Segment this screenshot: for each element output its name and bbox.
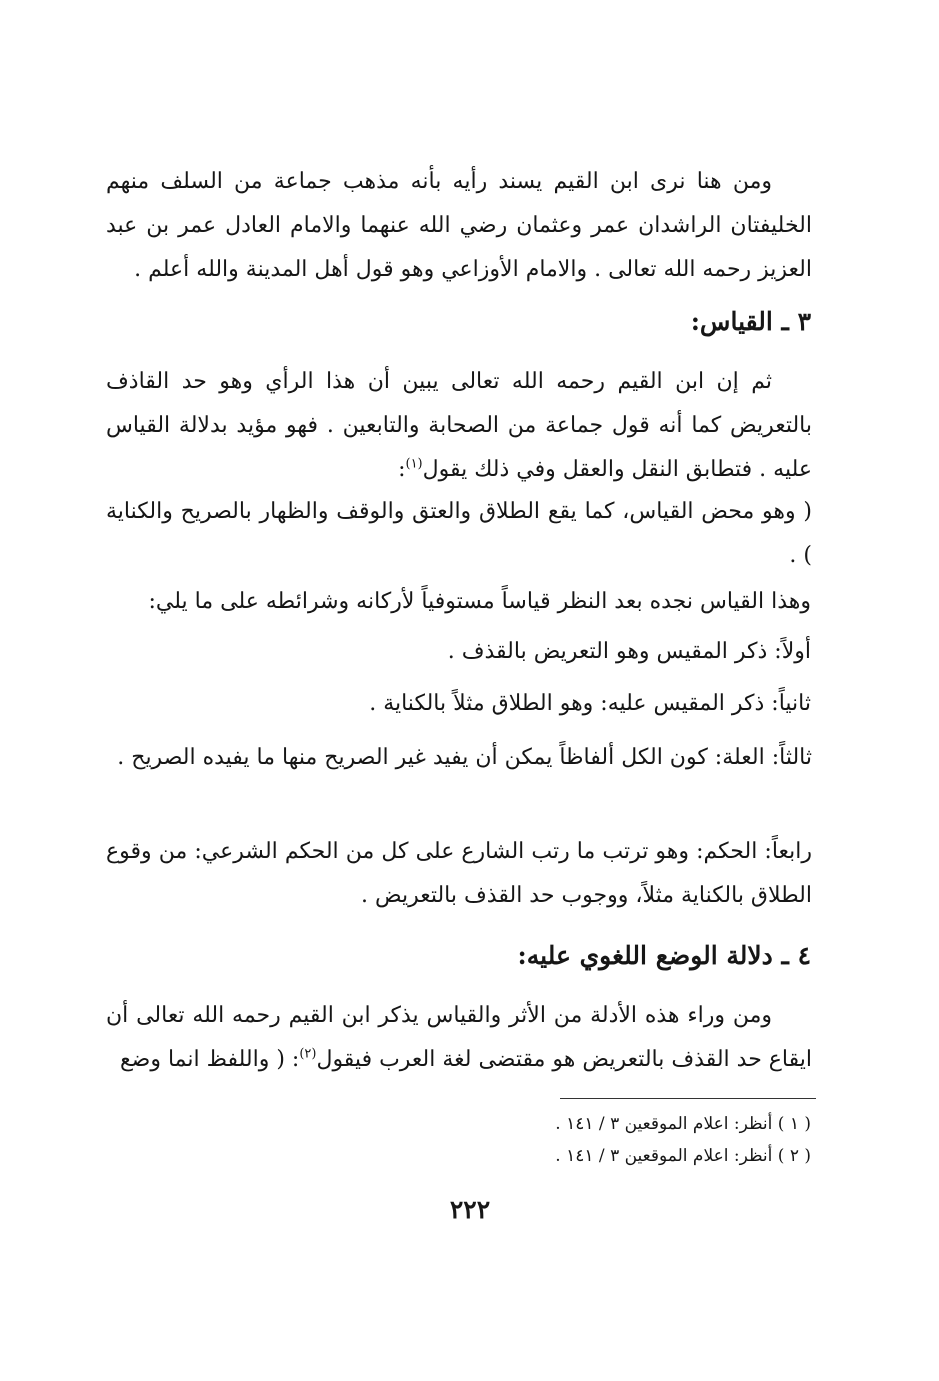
footnote-ref-1: (١) — [405, 456, 423, 472]
paragraph-qiyas-conditions: وهذا القياس نجده بعد النظر قياساً مستوفياً لأركانه وشرائطه على ما يلي: — [148, 589, 811, 614]
quote-ibn-qayyim-qiyas: ( وهو محض القياس، كما يقع الطلاق والعتق والوقف والظهار بالصريح والكناية ) . — [106, 499, 812, 568]
paragraph-qiyas-intro — [106, 360, 812, 492]
list-item-second: ثانياً: ذكر المقيس عليه: وهو الطلاق مثلاً بالكناية . — [369, 691, 811, 716]
paragraph-qiyas-intro-text: ثم إن ابن القيم رحمه الله تعالى يبين أن هذا الرأي وهو حد القاذف بالتعريض كما أنه قول جماعة من الصحابة والتابعين . فهو مؤيد بدلالة القياس عليه . فتطابق النقل والعقل وفي ذلك يقول — [106, 369, 812, 482]
list-item-third: ثالثاً: العلة: كون الكل ألفاظاً يمكن أن يفيد غير الصريح منها ما يفيده الصريح . — [117, 745, 812, 770]
footnote-2: ( ٢ ) أنظر: اعلام الموقعين ٣ / ١٤١ . — [555, 1146, 811, 1166]
paragraph-linguistic-text: ومن وراء هذه الأدلة من الأثر والقياس يذكر ابن القيم رحمه الله تعالى أن ايقاع حد القذف بالتعريض هو مقتضى لغة العرب فيقول — [106, 1003, 812, 1072]
footnote-separator — [560, 1098, 816, 1099]
section-heading-qiyas: ٣ ـ القياس: — [690, 307, 811, 336]
paragraph-linguistic-end: : ( واللفظ انما وضع — [119, 1047, 300, 1072]
paragraph-qiyas-intro-end: : — [398, 457, 406, 482]
paragraph-salaf-opinion: ومن هنا نرى ابن القيم يسند رأيه بأنه مذهب جماعة من السلف منهم الخليفتان الراشدان عمر وعثمان رضي الله عنهما والامام العادل عمر بن عبد العزيز رحمه الله تعالى . والامام الأوزاعي وهو قول أهل المدينة والله أعلم . — [106, 169, 812, 282]
section-heading-linguistic: ٤ ـ دلالة الوضع اللغوي عليه: — [517, 941, 811, 970]
footnote-ref-2: (٢) — [299, 1046, 317, 1062]
list-item-first: أولاً: ذكر المقيس وهو التعريض بالقذف . — [447, 639, 811, 664]
footnote-1: ( ١ ) أنظر: اعلام الموقعين ٣ / ١٤١ . — [555, 1114, 811, 1134]
paragraph-linguistic — [106, 994, 812, 1082]
list-item-fourth: رابعاً: الحكم: وهو ترتب ما رتب الشارع على كل من الحكم الشرعي: من وقوع الطلاق بالكناية مثلاً، ووجوب حد القذف بالتعريض . — [106, 839, 812, 908]
page-number: ٢٢٢ — [449, 1195, 491, 1224]
